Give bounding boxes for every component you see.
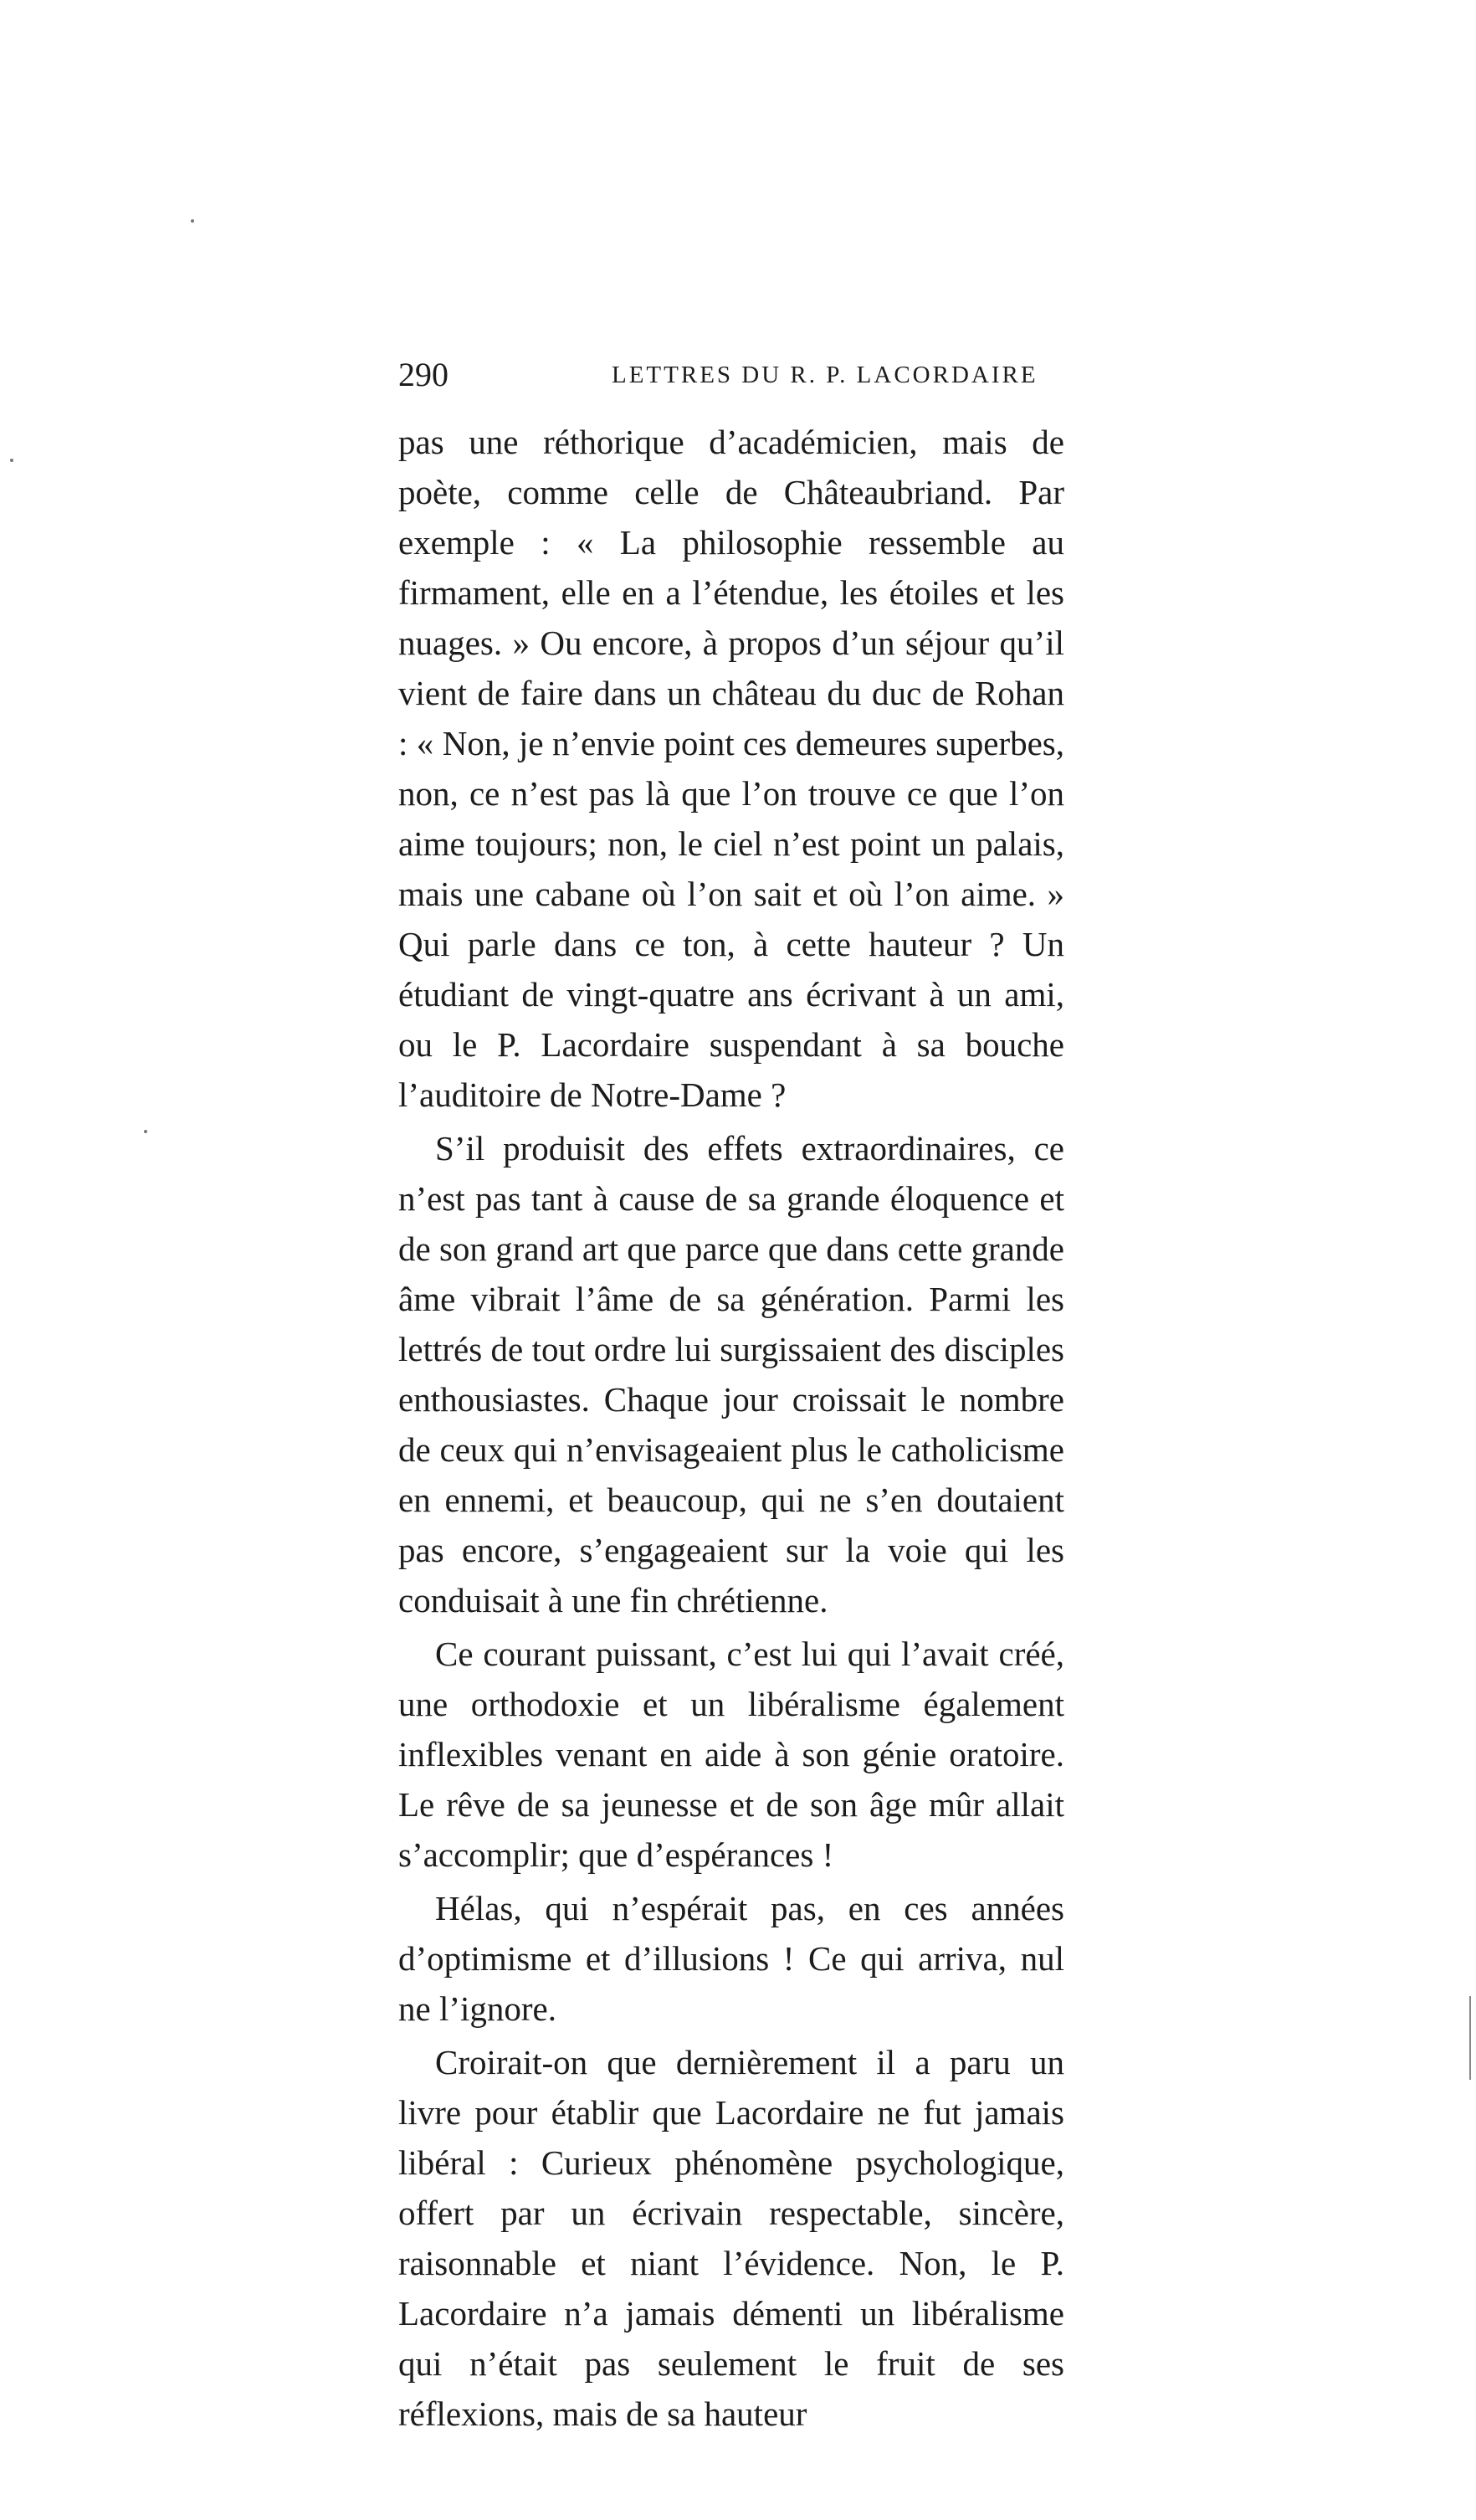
- paragraph-2: S’il produisit des effets extraordinaires, ce n’est pas tant à cause de sa grande éloquence et de son grand art que parce que dans cette grande âme vibrait l’âme de sa génération. Parmi les lettrés de tout ordre lui surgissaient des disciples enthousiastes. Chaque jour croissait le nombre de ceux qui n’envisageaient plus le catholicisme en ennemi, et beaucoup, qui ne s’en doutaient pas encore, s’engageaient sur la voie qui les conduisait à une fin chrétienne.: [398, 1129, 1064, 1619]
- page-number: 290: [398, 356, 448, 393]
- page-edge-mark: [1469, 1996, 1471, 2080]
- paragraph-3: Ce courant puissant, c’est lui qui l’avait créé, une orthodoxie et un libéralisme également inflexibles venant en aide à son génie oratoire. Le rêve de sa jeunesse et de son âge mûr allait s’accomplir; que d’espérances !: [398, 1635, 1064, 1874]
- paragraph-1: pas une réthorique d’académicien, mais de poète, comme celle de Châteaubriand. Par exemple : « La philosophie ressemble au firmament, elle en a l’étendue, les étoiles et les nuages. » Ou encore, à propos d’un séjour qu’il vient de faire dans un château du duc de Rohan : « Non, je n’envie point ces demeures superbes, non, ce n’est pas là que l’on trouve ce que l’on aime toujours; non, le ciel n’est point un palais, mais une cabane où l’on sait et où l’on aime. » Qui parle dans ce ton, à cette hauteur ? Un étudiant de vingt-quatre ans écrivant à un ami, ou le P. Lacordaire suspendant à sa bouche l’auditoire de Notre-Dame ?: [398, 423, 1064, 1114]
- paper-speck: [144, 1130, 147, 1133]
- paragraph-5: Croirait-on que dernièrement il a paru un livre pour établir que Lacordaire ne fut jamais libéral : Curieux phénomène psychologique, offert par un écrivain respectable, sincère, raisonnable et niant l’évidence. Non, le P. Lacordaire n’a jamais démenti un libéralisme qui n’était pas seulement le fruit de ses réflexions, mais de sa hauteur: [398, 2043, 1064, 2433]
- body-text: [398, 417, 1064, 2439]
- paper-speck: [191, 219, 194, 223]
- paper-speck: [10, 459, 13, 462]
- running-head: LETTRES DU R. P. LACORDAIRE: [612, 362, 1038, 388]
- page-header: [398, 350, 1068, 400]
- paragraph-4: Hélas, qui n’espérait pas, en ces années d’optimisme et d’illusions ! Ce qui arriva, nul ne l’ignore.: [398, 1889, 1064, 2028]
